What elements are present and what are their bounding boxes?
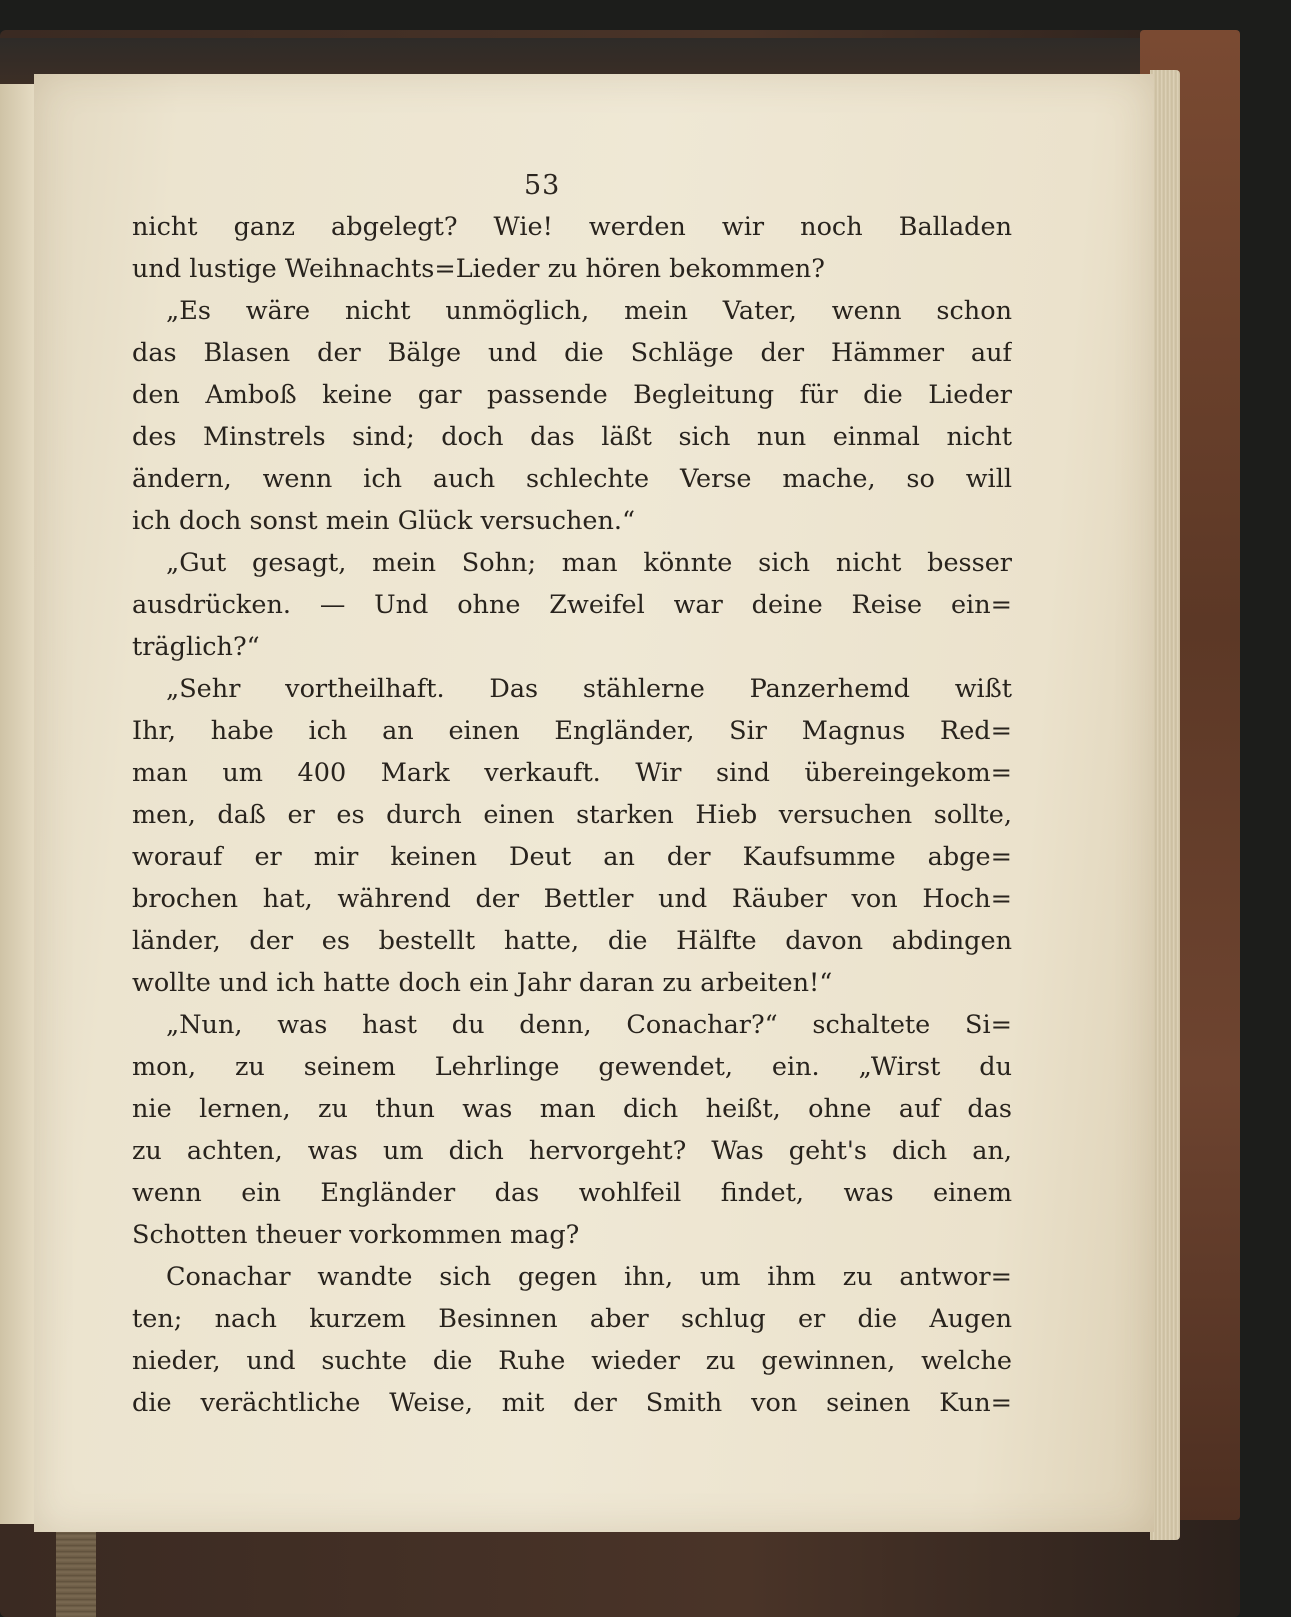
text-line: man um 400 Mark verkauft. Wir sind übereingekom=	[132, 758, 1012, 788]
text-line: „Es wäre nicht unmöglich, mein Vater, wenn schon	[166, 296, 1012, 326]
text-line: ten; nach kurzem Besinnen aber schlug er die Augen	[132, 1304, 1012, 1334]
book-page	[34, 74, 1154, 1532]
text-line: brochen hat, während der Bettler und Räuber von Hoch=	[132, 884, 1012, 914]
text-line: nicht ganz abgelegt? Wie! werden wir noch Balladen	[132, 212, 1012, 242]
text-line: Conachar wandte sich gegen ihn, um ihm zu antwor=	[166, 1262, 1012, 1292]
page-text	[132, 206, 1012, 1424]
text-line: wenn ein Engländer das wohlfeil findet, was einem	[132, 1178, 1012, 1208]
text-line: ändern, wenn ich auch schlechte Verse mache, so will	[132, 464, 1012, 494]
text-line: „Sehr vortheilhaft. Das stählerne Panzerhemd wißt	[166, 674, 1012, 704]
text-line: den Amboß keine gar passende Begleitung für die Lieder	[132, 380, 1012, 410]
text-line: zu achten, was um dich hervorgeht? Was geht's dich an,	[132, 1136, 1012, 1166]
text-line: ich doch sonst mein Glück versuchen.“	[132, 506, 636, 536]
text-line: worauf er mir keinen Deut an der Kaufsumme abge=	[132, 842, 1012, 872]
text-line: „Gut gesagt, mein Sohn; man könnte sich nicht besser	[166, 548, 1012, 578]
text-line: Schotten theuer vorkommen mag?	[132, 1220, 580, 1250]
facing-page-edge	[0, 84, 36, 1524]
text-line: Ihr, habe ich an einen Engländer, Sir Magnus Red=	[132, 716, 1012, 746]
page-edges	[1150, 70, 1180, 1540]
text-line: „Nun, was hast du denn, Conachar?“ schaltete Si=	[166, 1010, 1012, 1040]
bookmark-ribbon	[56, 1530, 96, 1617]
text-line: nieder, und suchte die Ruhe wieder zu gewinnen, welche	[132, 1346, 1012, 1376]
text-line: die verächtliche Weise, mit der Smith von seinen Kun=	[132, 1388, 1012, 1418]
text-line: träglich?“	[132, 632, 260, 662]
text-line: mon, zu seinem Lehrlinge gewendet, ein. „Wirst du	[132, 1052, 1012, 1082]
text-line: das Blasen der Bälge und die Schläge der Hämmer auf	[132, 338, 1012, 368]
text-line: und lustige Weihnachts=Lieder zu hören bekommen?	[132, 254, 825, 284]
page-number: 53	[524, 170, 561, 201]
text-line: des Minstrels sind; doch das läßt sich nun einmal nicht	[132, 422, 1012, 452]
text-line: ausdrücken. — Und ohne Zweifel war deine Reise ein=	[132, 590, 1012, 620]
text-line: men, daß er es durch einen starken Hieb versuchen sollte,	[132, 800, 1012, 830]
text-line: länder, der es bestellt hatte, die Hälfte davon abdingen	[132, 926, 1012, 956]
text-line: wollte und ich hatte doch ein Jahr daran zu arbeiten!“	[132, 968, 833, 998]
text-line: nie lernen, zu thun was man dich heißt, ohne auf das	[132, 1094, 1012, 1124]
